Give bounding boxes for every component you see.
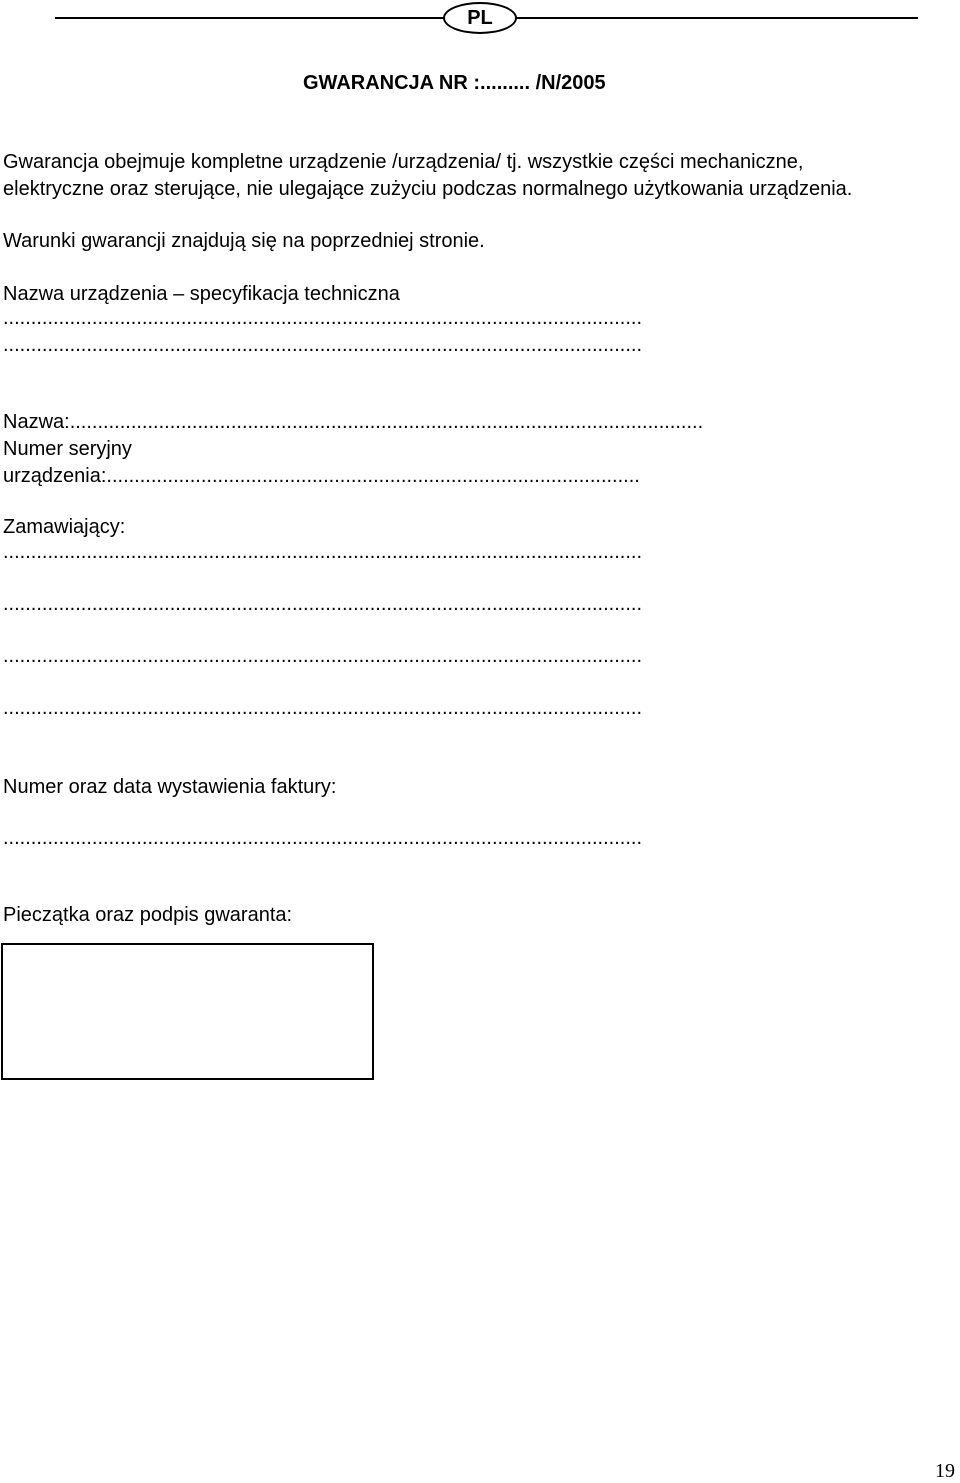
language-badge-label: PL (467, 6, 493, 29)
device-spec-label: Nazwa urządzenia – specyfikacja techniczna (3, 283, 400, 305)
intro-line-1: Gwarancja obejmuje kompletne urządzenie /urządzenia/ tj. wszystkie części mechaniczne, (3, 151, 804, 173)
serial-field[interactable]: urządzenia:................................................................................................ (3, 465, 640, 487)
conditions-note: Warunki gwarancji znajdują się na poprzedniej stronie. (3, 230, 485, 252)
orderer-field-2[interactable]: ................................................................................................................... (3, 593, 643, 615)
header-rule-left (55, 17, 445, 19)
invoice-field[interactable]: ................................................................................................................... (3, 827, 643, 849)
language-badge (443, 2, 517, 34)
device-spec-field-2[interactable]: ................................................................................................................... (3, 334, 643, 356)
name-field[interactable]: Nazwa:.................................................................................................................. (3, 411, 704, 433)
device-spec-field-1[interactable]: ................................................................................................................... (3, 307, 643, 329)
invoice-label: Numer oraz data wystawienia faktury: (3, 776, 337, 798)
orderer-field-1[interactable]: ................................................................................................................... (3, 541, 643, 563)
intro-line-2: elektryczne oraz sterujące, nie ulegające zużyciu podczas normalnego użytkowania urządzenia. (3, 178, 853, 200)
orderer-label: Zamawiający: (3, 516, 126, 538)
page-number: 19 (935, 1460, 955, 1482)
header-rule-right (515, 17, 918, 19)
warranty-title: GWARANCJA NR :......... /N/2005 (303, 72, 606, 94)
orderer-field-4[interactable]: ................................................................................................................... (3, 697, 643, 719)
stamp-box[interactable] (1, 943, 374, 1080)
serial-label: Numer seryjny (3, 438, 132, 460)
stamp-label: Pieczątka oraz podpis gwaranta: (3, 904, 293, 926)
orderer-field-3[interactable]: ................................................................................................................... (3, 645, 643, 667)
